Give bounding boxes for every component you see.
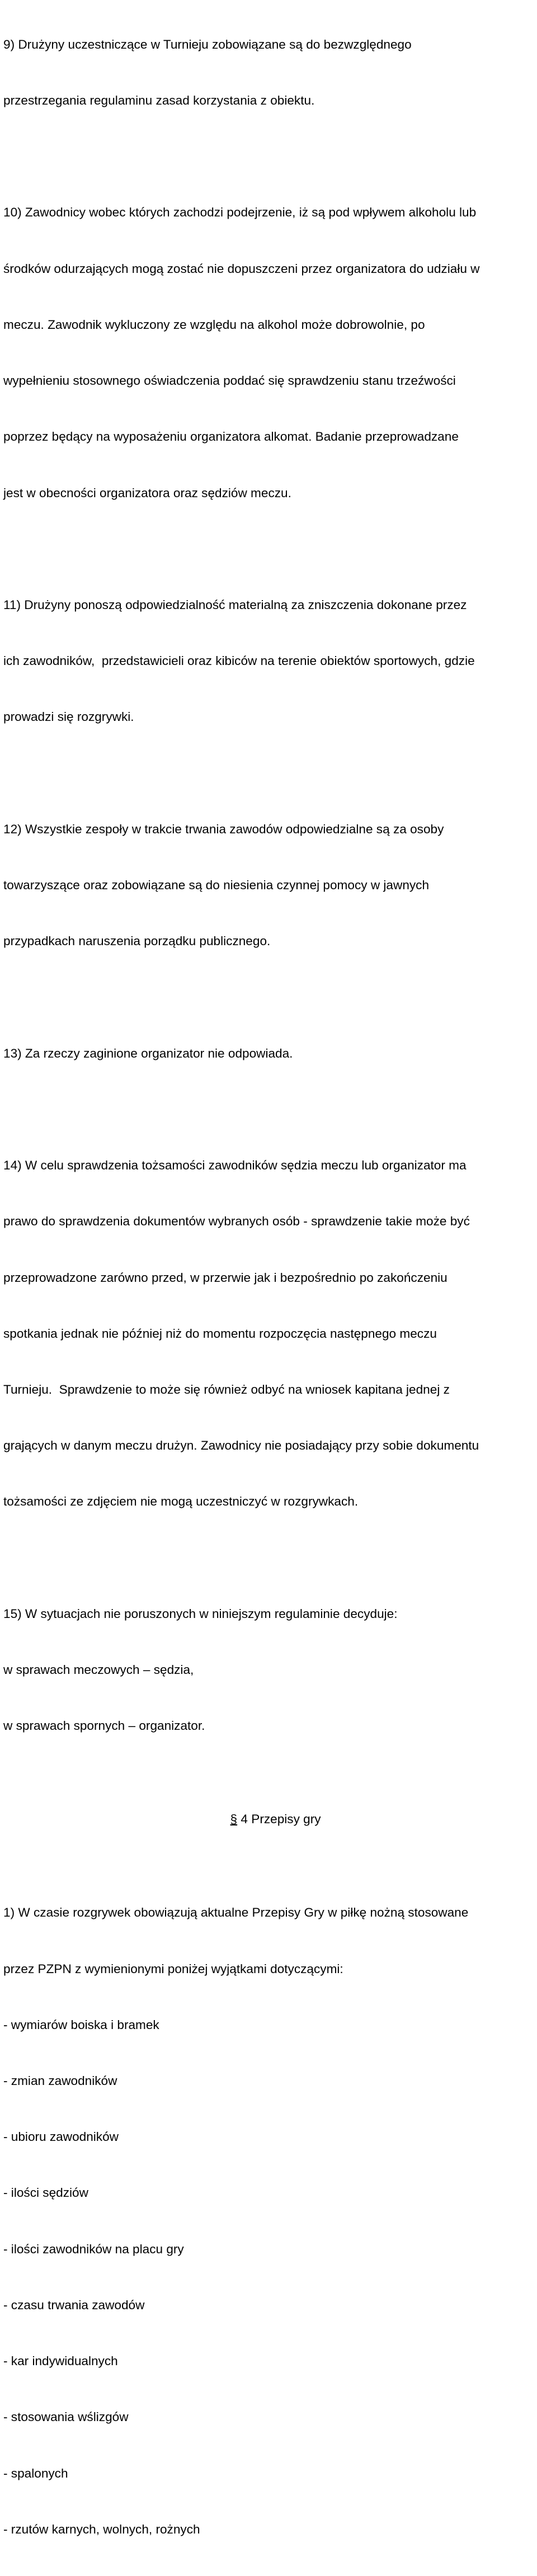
list-item: - rzutów karnych, wolnych, rożnych — [3, 2522, 200, 2536]
text-line: 1) W czasie rozgrywek obowiązują aktualne Przepisy Gry w piłkę nożną stosowane — [3, 1905, 469, 1920]
text-line: ich zawodników, przedstawicieli oraz kibiców na terenie obiektów sportowych, gdzie — [3, 654, 475, 668]
list-item: - kar indywidualnych — [3, 2354, 118, 2369]
paragraph-12 — [3, 782, 536, 988]
paragraph-9 — [3, 0, 536, 147]
text-line: towarzyszące oraz zobowiązane są do niesienia czynnej pomocy w jawnych — [3, 878, 430, 893]
text-line: meczu. Zawodnik wykluczony ze względu na alkohol może dobrowolnie, po — [3, 317, 425, 332]
section-heading — [0, 1791, 537, 1847]
list-item: - ilości sędziów — [3, 2186, 88, 2200]
paragraph-15 — [3, 1567, 536, 1772]
text-line: Turnieju. Sprawdzenie to może się również odbyć na wniosek kapitana jednej z — [3, 1382, 450, 1396]
text-line: tożsamości ze zdjęciem nie mogą uczestniczyć w rozgrywkach. — [3, 1494, 359, 1509]
list-item: - stosowania wślizgów — [3, 2410, 129, 2424]
text-line: spotkania jednak nie później niż do momentu rozpoczęcia następnego meczu — [3, 1326, 437, 1341]
paragraph-13 — [3, 1007, 536, 1100]
rules-paragraph — [3, 1866, 536, 2576]
list-item: - ubioru zawodników — [3, 2130, 119, 2144]
text-line: 9) Drużyny uczestniczące w Turnieju zobowiązane są do bezwzględnego — [3, 37, 412, 51]
text-line: 15) W sytuacjach nie poruszonych w niniejszym regulaminie decyduje: — [3, 1606, 398, 1621]
text-line: 13) Za rzeczy zaginione organizator nie odpowiada. — [3, 1046, 293, 1060]
list-item: - zmian zawodników — [3, 2073, 117, 2088]
list-item: - czasu trwania zawodów — [3, 2297, 145, 2312]
list-item: - ilości zawodników na placu gry — [3, 2242, 184, 2256]
text-line: 14) W celu sprawdzenia tożsamości zawodników sędzia meczu lub organizator ma — [3, 1158, 467, 1173]
text-line: poprzez będący na wyposażeniu organizatora alkomat. Badanie przeprowadzane — [3, 430, 459, 444]
text-line: jest w obecności organizatora oraz sędziów meczu. — [3, 485, 291, 500]
text-line: wypełnieniu stosownego oświadczenia poddać się sprawdzeniu stanu trzeźwości — [3, 374, 456, 388]
paragraph-10 — [3, 166, 536, 540]
paragraph-11 — [3, 558, 536, 763]
text-line: prowadzi się rozgrywki. — [3, 710, 134, 724]
text-line: 12) Wszystkie zespoły w trakcie trwania zawodów odpowiedzialne są za osoby — [3, 822, 444, 836]
text-line: przypadkach naruszenia porządku publicznego. — [3, 934, 271, 949]
list-item: - spalonych — [3, 2466, 68, 2480]
section-title: 4 Przepisy gry — [237, 1812, 321, 1827]
text-line: w sprawach spornych – organizator. — [3, 1719, 205, 1733]
text-line: przestrzegania regulaminu zasad korzystania z obiektu. — [3, 93, 315, 108]
text-line: środków odurzających mogą zostać nie dopuszczeni przez organizatora do udziału w — [3, 261, 480, 276]
text-line: 10) Zawodnicy wobec których zachodzi podejrzenie, iż są pod wpływem alkoholu lub — [3, 205, 477, 220]
text-line: prawo do sprawdzenia dokumentów wybranych osób - sprawdzenie takie może być — [3, 1214, 470, 1229]
list-item: - wymiarów boiska i bramek — [3, 2017, 159, 2032]
text-line: przez PZPN z wymienionymi poniżej wyjątkami dotyczącymi: — [3, 1961, 343, 1976]
text-line: przeprowadzone zarówno przed, w przerwie jak i bezpośrednio po zakończeniu — [3, 1270, 447, 1285]
text-line: w sprawach meczowych – sędzia, — [3, 1663, 194, 1677]
section-sign: § — [230, 1812, 238, 1827]
text-line: grających w danym meczu drużyn. Zawodnicy nie posiadający przy sobie dokumentu — [3, 1438, 479, 1453]
document-page — [3, 0, 536, 2576]
paragraph-14 — [3, 1119, 536, 1548]
text-line: 11) Drużyny ponoszą odpowiedzialność materialną za zniszczenia dokonane przez — [3, 597, 467, 612]
